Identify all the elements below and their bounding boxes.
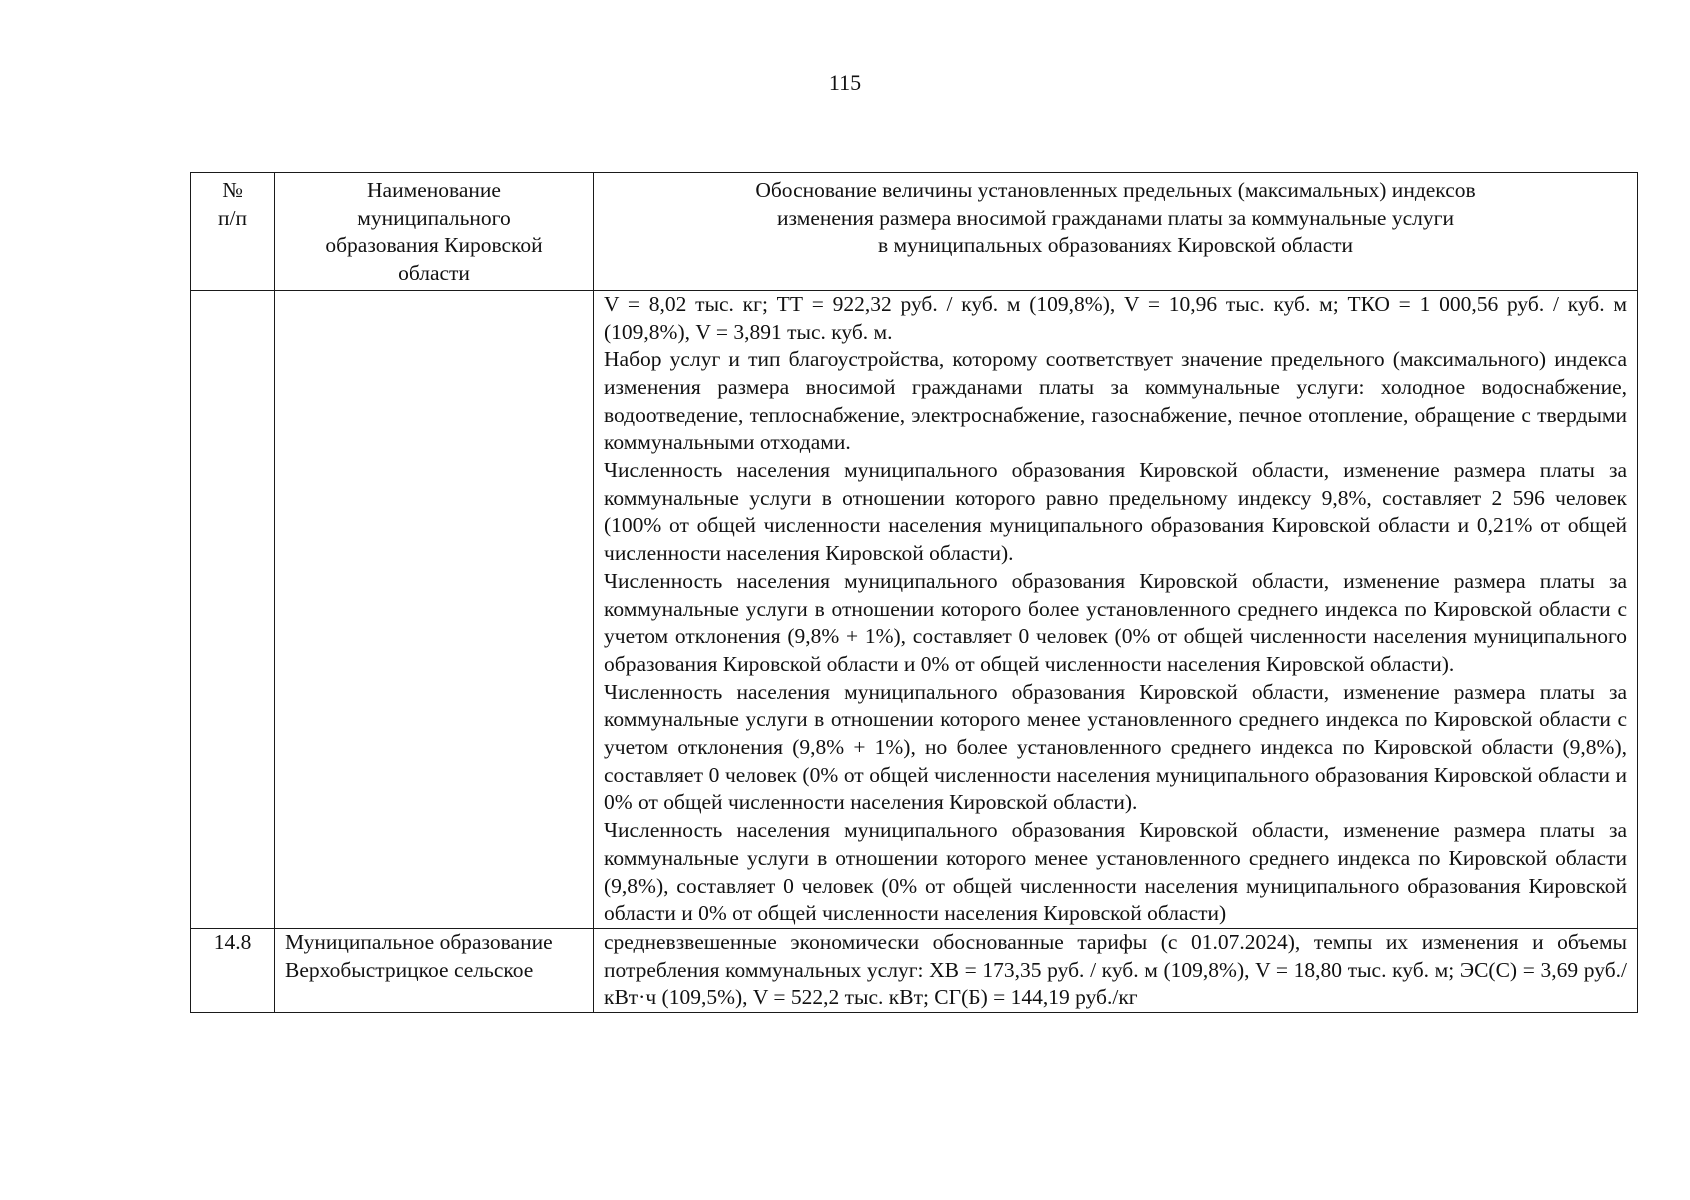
- header-justification: [594, 173, 1638, 291]
- justification-paragraph: Набор услуг и тип благоустройства, которому соответствует значение предельного (максимального) индекса изменения размера вносимой гражданами платы за коммунальные услуги: холодное водоснабжение, водоотведение, теплоснабжение, электроснабжение, газоснабжение, печное отопление, обращение с твердыми коммунальными отходами.: [604, 347, 1627, 455]
- header-name-line: Наименование: [367, 178, 501, 202]
- header-number-line: №: [222, 178, 243, 202]
- header-municipality-name: [275, 173, 594, 291]
- header-justification-line: изменения размера вносимой гражданами платы за коммунальные услуги: [777, 205, 1454, 230]
- justification-paragraph: средневзвешенные экономически обоснованные тарифы (с 01.07.2024), темпы их изменения и объемы потребления коммунальных услуг: ХВ = 173,35 руб. / куб. м (109,8%), V = 18,80 тыс. куб. м; ЭС(С) = 3,69 руб./кВт·ч (109,5%), V = 522,2 тыс. кВт; СГ(Б) = 144,19 руб./кг: [604, 929, 1627, 1010]
- header-name-line: муниципального: [357, 205, 511, 230]
- row-municipality-name: Муниципальное образование Верхобыстрицкое сельское: [275, 928, 594, 1012]
- row-number: [191, 290, 275, 928]
- row-justification: [594, 290, 1638, 928]
- justification-paragraph: V = 8,02 тыс. кг; ТТ = 922,32 руб. / куб. м (109,8%), V = 10,96 тыс. куб. м; ТКО = 1 000,56 руб. / куб. м (109,8%), V = 3,891 тыс. куб. м.: [604, 291, 1627, 344]
- header-justification-line: Обоснование величины установленных предельных (максимальных) индексов: [755, 178, 1476, 202]
- justification-paragraph: Численность населения муниципального образования Кировской области, изменение размера платы за коммунальные услуги в отношении которого менее установленного среднего индекса по Кировской области (9,8%), составляет 0 человек (0% от общей численности населения муниципального образования Кировской области и 0% от общей численности населения Кировской области): [604, 818, 1627, 926]
- table-row: [191, 290, 1638, 928]
- page-number: 115: [828, 70, 862, 95]
- table-row: [191, 928, 1638, 1012]
- row-municipality-name: [275, 290, 594, 928]
- header-name-line: образования Кировской: [325, 233, 543, 258]
- header-number: [191, 173, 275, 291]
- justification-paragraph: Численность населения муниципального образования Кировской области, изменение размера платы за коммунальные услуги в отношении которого менее установленного среднего индекса по Кировской области с учетом отклонения (9,8% + 1%), но более установленного среднего индекса по Кировской области (9,8%), составляет 0 человек (0% от общей численности населения муниципального образования Кировской области и 0% от общей численности населения Кировской области).: [604, 679, 1627, 815]
- header-name-line: области: [398, 261, 470, 286]
- header-number-line: п/п: [218, 205, 247, 230]
- row-number: 14.8: [191, 928, 275, 1012]
- header-justification-line: в муниципальных образованиях Кировской области: [877, 233, 1354, 258]
- index-justification-table: [190, 172, 1638, 1013]
- table-header-row: [191, 173, 1638, 291]
- justification-paragraph: Численность населения муниципального образования Кировской области, изменение размера платы за коммунальные услуги в отношении которого более установленного среднего индекса по Кировской области с учетом отклонения (9,8% + 1%), составляет 0 человек (0% от общей численности населения муниципального образования Кировской области и 0% от общей численности населения Кировской области).: [604, 568, 1627, 676]
- row-justification: [594, 928, 1638, 1012]
- justification-paragraph: Численность населения муниципального образования Кировской области, изменение размера платы за коммунальные услуги в отношении которого равно предельному индексу 9,8%, составляет 2 596 человек (100% от общей численности населения муниципального образования Кировской области и 0,21% от общей численности населения Кировской области).: [604, 458, 1627, 566]
